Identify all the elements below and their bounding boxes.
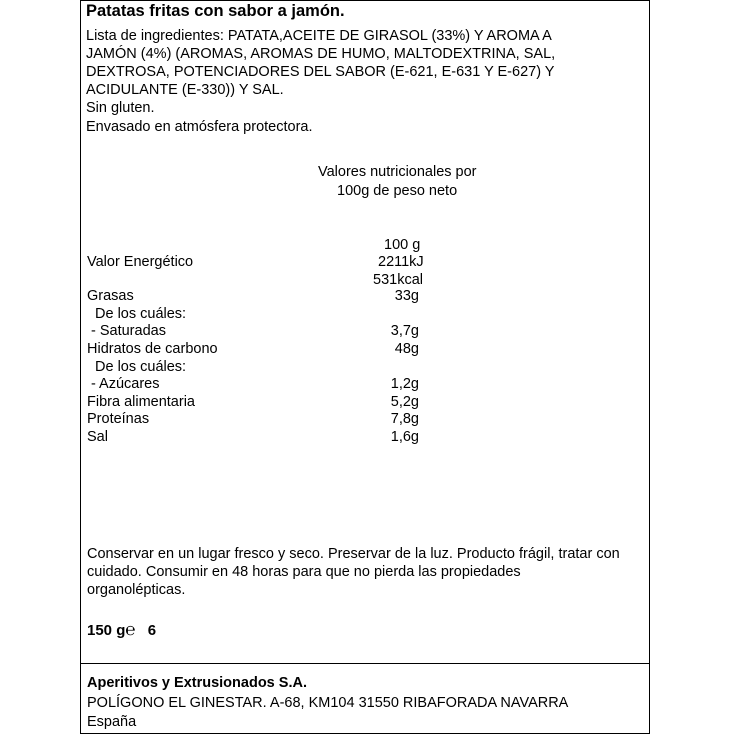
company-address: POLÍGONO EL GINESTAR. A-68, KM104 31550 RIBAFORADA NAVARRA xyxy=(87,695,569,711)
nutrient-value: 48g xyxy=(394,341,419,357)
energy-label: Valor Energético xyxy=(87,254,194,270)
nutrient-label: - Saturadas xyxy=(91,323,166,339)
net-weight-value: 150 g xyxy=(87,622,126,639)
product-title: Patatas fritas con sabor a jamón. xyxy=(86,2,345,20)
gluten-note: Sin gluten. xyxy=(86,100,155,116)
ingredients-line: Lista de ingredientes: PATATA,ACEITE DE GIRASOL (33%) Y AROMA A xyxy=(86,28,552,44)
nutrient-label: Proteínas xyxy=(87,411,150,427)
ingredients-line: ACIDULANTE (E-330)) Y SAL. xyxy=(86,82,284,98)
company-name: Aperitivos y Extrusionados S.A. xyxy=(87,675,307,691)
nutrient-label: Fibra alimentaria xyxy=(87,394,195,410)
nutrient-label: Sal xyxy=(87,429,108,445)
nutrient-sublabel: De los cuáles: xyxy=(95,306,187,322)
storage-line: Conservar en un lugar fresco y seco. Preservar de la luz. Producto frágil, tratar con xyxy=(87,546,620,562)
estimated-sign-icon: ℮ xyxy=(125,620,136,639)
ingredients-line: DEXTROSA, POTENCIADORES DEL SABOR (E-621, E-631 Y E-627) Y xyxy=(86,64,555,80)
nutrient-label: - Azúcares xyxy=(91,376,160,392)
nutrient-value: 1,6g xyxy=(390,429,419,445)
nutrient-sublabel: De los cuáles: xyxy=(95,359,187,375)
packaging-note: Envasado en atmósfera protectora. xyxy=(86,119,313,135)
energy-kj: 2211kJ xyxy=(378,254,424,270)
top-divider xyxy=(80,0,650,1)
energy-kcal: 531kcal xyxy=(373,272,423,288)
nutrient-value: 5,2g xyxy=(390,394,419,410)
nutrient-value: 33g xyxy=(394,288,419,304)
nutrient-value: 3,7g xyxy=(390,323,419,339)
nutrient-value: 7,8g xyxy=(390,411,419,427)
unit-count: 6 xyxy=(147,622,157,639)
company-divider xyxy=(80,663,650,664)
nutrition-heading: 100g de peso neto xyxy=(337,183,458,199)
storage-line: organolépticas. xyxy=(87,582,186,598)
nutrition-heading: Valores nutricionales por xyxy=(318,164,477,180)
nutrient-label: Hidratos de carbono xyxy=(87,341,218,357)
storage-line: cuidado. Consumir en 48 horas para que no pierda las propiedades xyxy=(87,564,521,580)
ingredients-line: JAMÓN (4%) (AROMAS, AROMAS DE HUMO, MALTODEXTRINA, SAL, xyxy=(86,46,556,62)
nutrient-label: Grasas xyxy=(87,288,134,304)
nutrition-column-header: 100 g xyxy=(384,237,421,253)
nutrient-value: 1,2g xyxy=(390,376,419,392)
company-country: España xyxy=(87,714,137,730)
net-weight xyxy=(87,621,156,640)
